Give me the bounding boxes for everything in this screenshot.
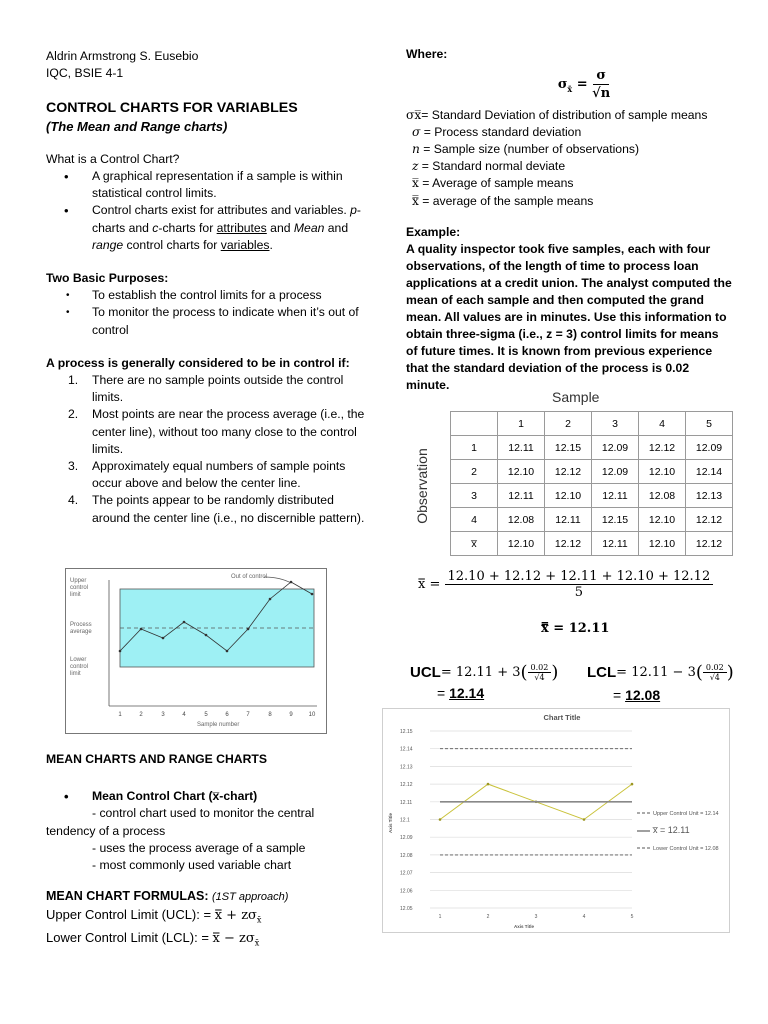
lcl-result: = 12.08 [613,687,661,703]
list-item: 1. There are no sample points outside the control limits. [68,373,344,405]
list-item: 3. Approximately equal numbers of sample points occur above and below the center line. [68,459,346,491]
doc-subtitle: (The Mean and Range charts) [46,118,228,134]
definition: σ = Process standard deviation [412,124,582,139]
y-tick-label: 12.11 [400,799,413,806]
x-tick-label: 2 [486,914,490,920]
chart-title: Chart Title [543,713,581,722]
lower-label-1: Lower [70,657,87,663]
definition: x̅ = Average of sample means [412,176,574,191]
mean-chart-desc-2: tendency of a process [46,823,166,838]
lcl-formula: Lower Control Limit (LCL): = x̿ − $z\sigma_{x̄}$ [46,930,260,948]
avg-label-1: Process [70,622,92,628]
mean-chart-label: • Mean Control Chart (x̅-chart) [46,788,376,805]
grand-mean-result: x̿ = 12.11 [541,621,610,636]
incontrol-heading: A process is generally considered to be in control if: [46,355,350,370]
mean-chart-desc-4: - most commonly used variable chart [92,858,292,873]
doc-title: CONTROL CHARTS FOR VARIABLES [46,100,298,117]
tick: 2 [139,712,143,718]
y-tick-label: 12.1 [400,817,410,824]
definition: σx̅= Standard Deviation of distribution of sample means [406,107,708,122]
definition: n = Sample size (number of observations) [412,142,639,157]
tick: 6 [225,712,229,718]
chart-ylabel: Axis Title [388,813,393,833]
mean-chart-desc-1: - control chart used to monitor the central [92,806,315,821]
sigma-xbar-formula: $\sigma_{x̄}$ = $\frac{\sigma}{√n}$ [557,68,611,102]
formulas-heading: MEAN CHART FORMULAS: (1ST approach) [46,889,289,904]
ucl-calc: UCL = 12.11 + 3 ( $\frac{0.02}{√4}$ ) [410,662,559,683]
legend-label: x̅ = 12.11 [653,825,690,835]
author-name: Aldrin Armstrong S. Eusebio [46,49,199,63]
x-tick-label: 5 [630,914,634,920]
y-tick-label: 12.05 [400,906,413,912]
table-row: 1 12.11 12.15 12.09 12.12 12.09 [451,436,733,460]
lower-label-2: control [70,664,89,670]
mean-chart-desc-3: - uses the process average of a sample [92,840,306,855]
grand-mean-numerator: 12.10 + 12.12 + 12.11 + 12.10 + 12.12 [445,569,714,585]
out-of-control-label: Out of control [231,574,268,580]
control-chart-diagram [65,568,327,734]
upper-label-2: control [70,585,89,591]
x-tick-label: 3 [534,914,538,920]
left-column [46,48,366,527]
upper-label-3: limit [70,592,81,598]
mean-range-section [46,751,376,952]
mean-range-heading: MEAN CHARTS AND RANGE CHARTS [46,752,267,766]
data-point [583,818,586,821]
what-heading: What is a Control Chart? [46,151,180,166]
right-column [406,46,732,394]
avg-label-2: average [70,629,92,635]
y-tick-label: 12.15 [400,729,413,735]
y-tick-label: 12.13 [400,764,413,771]
purposes-list [46,287,366,339]
definition: z = Standard normal deviate [412,159,566,174]
grand-mean-formula: x̿ = $\frac{12.10 + 12.12 + 12.11 + 12.10 + 12.12}{5}$ [418,569,713,600]
list-item: • Control charts exist for attributes and variables. p-charts and c-charts for attributes and Mean and range control charts for variables. [46,202,366,254]
table-row: 3 12.11 12.10 12.11 12.08 12.13 [451,484,733,508]
sample-table [450,411,733,556]
tick: 1 [118,712,122,718]
tick: 5 [204,712,208,718]
x-tick-label: 1 [438,914,442,920]
table-row: 2 12.10 12.12 12.09 12.10 12.14 [451,460,733,484]
observation-label: Observation [414,448,430,524]
ucl-result: = 12.14 [437,685,485,701]
y-tick-label: 12.09 [400,835,413,842]
tick: 7 [246,712,250,718]
lower-label-3: limit [70,671,81,677]
y-tick-label: 12.08 [400,852,413,859]
list-item: 4. The points appear to be randomly distributed around the center line (i.e., no discernible pattern). [68,493,365,525]
chart-xlabel: Axis Title [514,924,534,929]
y-tick-label: 12.12 [400,782,413,789]
legend-label: Upper Control Unit = 12.14 [653,811,719,817]
table-row: 4 12.08 12.11 12.15 12.10 12.12 [451,508,733,532]
tick: 4 [182,712,186,718]
x-tick-label: 4 [582,914,586,920]
xbar-chart [382,708,730,933]
example-heading: Example: [406,224,461,239]
lcl-calc: LCL = 12.11 − 3 ( $\frac{0.02}{√4}$ ) [587,662,734,683]
data-point [439,818,442,821]
list-item: • A graphical representation if a sample is within statistical control limits. [46,168,366,202]
y-tick-label: 12.14 [400,746,413,753]
data-point [631,783,634,786]
table-header-row: 1 2 3 4 5 [451,412,733,436]
upper-label-1: Upper [70,578,87,584]
y-tick-label: 12.06 [400,888,413,895]
what-list [46,168,366,254]
sample-label: Sample [552,389,600,405]
xlabel: Sample number [197,722,240,728]
where-label: Where: [406,47,448,61]
tick: 10 [308,712,316,718]
list-item: • To establish the control limits for a process [46,287,366,304]
purposes-heading: Two Basic Purposes: [46,271,169,286]
course-label: IQC, BSIE 4-1 [46,66,124,81]
incontrol-list [46,372,366,527]
table-row: x̅ 12.10 12.12 12.11 12.10 12.12 [451,532,733,556]
tick: 9 [289,712,293,718]
list-item: 2. Most points are near the process average (i.e., the center line), without too many close to the control limits. [68,407,365,456]
list-item: • To monitor the process to indicate when it’s out of control [46,304,366,338]
grand-mean-denominator: 5 [574,585,583,600]
tick: 8 [268,712,272,718]
tick: 3 [161,712,165,718]
legend-label: Lower Control Unit = 12.08 [653,846,719,852]
ucl-formula: Upper Control Limit (UCL): = x̿ + $z\sigma_{x̄}$ [46,907,262,926]
example-text: A quality inspector took five samples, each with four observations, of the length of time to process loan applications at a credit union. The analyst computed the mean of each sample and then computed the grand mean. All values are in minutes. Use this information to obtain three-sigma (i.e., z = 3) control limits for means of future times. It is known from previous experience that the standard deviation of the process is 0.02 minute. [406,242,732,393]
data-point [487,783,490,786]
definition: x̿ = average of the sample means [412,193,594,208]
y-tick-label: 12.07 [400,870,413,877]
